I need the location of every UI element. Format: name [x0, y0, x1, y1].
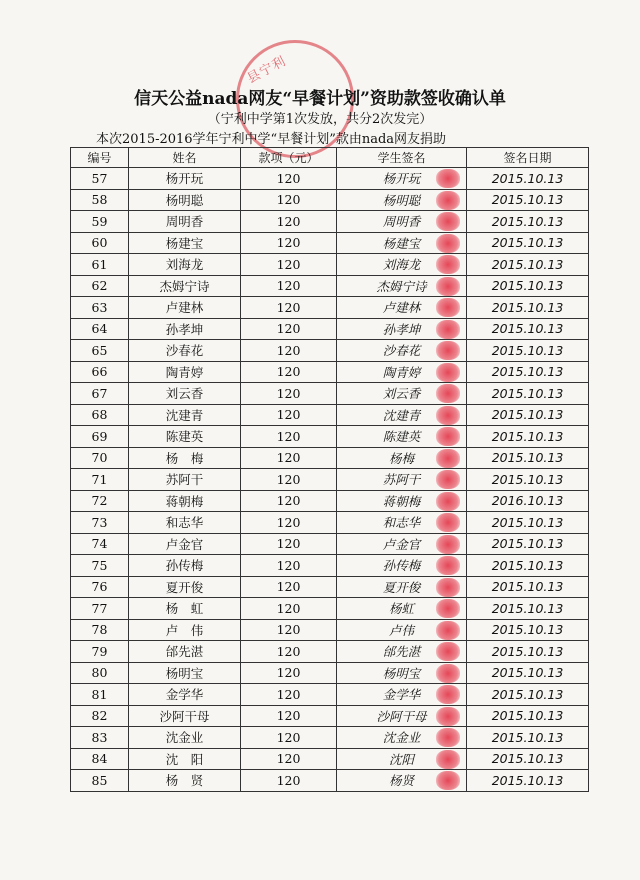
- cell-number: 75: [71, 555, 129, 577]
- cell-number: 61: [71, 254, 129, 276]
- header-date: 签名日期: [467, 148, 589, 168]
- fingerprint-mark: [436, 449, 460, 468]
- cell-number: 71: [71, 469, 129, 491]
- header-signature: 学生签名: [337, 148, 467, 168]
- cell-number: 73: [71, 512, 129, 534]
- cell-signature: [337, 641, 467, 663]
- cell-student-name: 卢 伟: [129, 619, 241, 641]
- handwritten-signature: 杨开玩: [382, 171, 421, 187]
- table-row: [71, 211, 589, 233]
- fingerprint-mark: [436, 298, 460, 317]
- cell-student-name: 夏开俊: [129, 576, 241, 598]
- cell-amount: 120: [241, 555, 337, 577]
- cell-number: 72: [71, 490, 129, 512]
- cell-sign-date: 2015.10.13: [467, 770, 589, 792]
- cell-signature: [337, 318, 467, 340]
- cell-sign-date: 2015.10.13: [467, 254, 589, 276]
- table-row: [71, 727, 589, 749]
- cell-signature: [337, 426, 467, 448]
- cell-amount: 120: [241, 662, 337, 684]
- cell-number: 66: [71, 361, 129, 383]
- cell-signature: [337, 361, 467, 383]
- cell-amount: 120: [241, 447, 337, 469]
- cell-number: 79: [71, 641, 129, 663]
- cell-amount: 120: [241, 340, 337, 362]
- table-row: [71, 189, 589, 211]
- handwritten-signature: 金学华: [382, 687, 421, 703]
- handwritten-signature: 杨明聪: [382, 192, 421, 208]
- handwritten-signature: 卢建林: [382, 300, 421, 316]
- cell-signature: [337, 770, 467, 792]
- cell-signature: [337, 576, 467, 598]
- cell-amount: 120: [241, 297, 337, 319]
- table-row: [71, 490, 589, 512]
- cell-amount: 120: [241, 748, 337, 770]
- cell-signature: [337, 662, 467, 684]
- cell-student-name: 金学华: [129, 684, 241, 706]
- fingerprint-mark: [436, 470, 460, 489]
- cell-amount: 120: [241, 619, 337, 641]
- cell-number: 65: [71, 340, 129, 362]
- cell-number: 80: [71, 662, 129, 684]
- table-row: [71, 383, 589, 405]
- cell-signature: [337, 727, 467, 749]
- cell-signature: [337, 469, 467, 491]
- cell-number: 62: [71, 275, 129, 297]
- cell-number: 58: [71, 189, 129, 211]
- header-name: 姓名: [129, 148, 241, 168]
- cell-student-name: 杰姆宁诗: [129, 275, 241, 297]
- cell-sign-date: 2015.10.13: [467, 383, 589, 405]
- cell-student-name: 沈金业: [129, 727, 241, 749]
- fingerprint-mark: [436, 384, 460, 403]
- table-row: [71, 770, 589, 792]
- cell-sign-date: 2015.10.13: [467, 340, 589, 362]
- fingerprint-mark: [436, 685, 460, 704]
- handwritten-signature: 夏开俊: [382, 579, 421, 595]
- cell-number: 77: [71, 598, 129, 620]
- cell-signature: [337, 490, 467, 512]
- cell-amount: 120: [241, 361, 337, 383]
- cell-amount: 120: [241, 469, 337, 491]
- fingerprint-mark: [436, 750, 460, 769]
- fingerprint-mark: [436, 320, 460, 339]
- cell-sign-date: 2015.10.13: [467, 576, 589, 598]
- cell-sign-date: 2015.10.13: [467, 426, 589, 448]
- cell-sign-date: 2015.10.13: [467, 297, 589, 319]
- cell-sign-date: 2015.10.13: [467, 619, 589, 641]
- table-row: [71, 641, 589, 663]
- handwritten-signature: 沙阿干母: [376, 708, 427, 724]
- handwritten-signature: 沈建青: [382, 407, 421, 423]
- table-header-row: [71, 148, 589, 168]
- fingerprint-mark: [436, 427, 460, 446]
- cell-sign-date: 2015.10.13: [467, 469, 589, 491]
- cell-amount: 120: [241, 404, 337, 426]
- cell-amount: 120: [241, 705, 337, 727]
- cell-signature: [337, 297, 467, 319]
- cell-amount: 120: [241, 490, 337, 512]
- handwritten-signature: 卢伟: [388, 622, 414, 638]
- donation-note: 本次2015-2016学年宁利中学“早餐计划”款由nada网友捐助: [96, 132, 447, 147]
- cell-number: 82: [71, 705, 129, 727]
- cell-sign-date: 2015.10.13: [467, 168, 589, 190]
- cell-number: 76: [71, 576, 129, 598]
- cell-number: 57: [71, 168, 129, 190]
- table-row: [71, 512, 589, 534]
- table-row: [71, 705, 589, 727]
- cell-amount: 120: [241, 533, 337, 555]
- cell-signature: [337, 619, 467, 641]
- cell-amount: 120: [241, 641, 337, 663]
- cell-student-name: 杨明聪: [129, 189, 241, 211]
- cell-student-name: 沙春花: [129, 340, 241, 362]
- cell-student-name: 周明香: [129, 211, 241, 233]
- cell-student-name: 杨开玩: [129, 168, 241, 190]
- cell-student-name: 孙传梅: [129, 555, 241, 577]
- cell-number: 69: [71, 426, 129, 448]
- cell-student-name: 蒋朝梅: [129, 490, 241, 512]
- cell-signature: [337, 168, 467, 190]
- handwritten-signature: 杨明宝: [382, 665, 421, 681]
- table-row: [71, 426, 589, 448]
- handwritten-signature: 和志华: [382, 515, 421, 531]
- fingerprint-mark: [436, 513, 460, 532]
- seal-text: 县宁利: [244, 53, 290, 87]
- cell-signature: [337, 254, 467, 276]
- cell-number: 60: [71, 232, 129, 254]
- cell-number: 68: [71, 404, 129, 426]
- cell-sign-date: 2015.10.13: [467, 555, 589, 577]
- table-row: [71, 232, 589, 254]
- cell-signature: [337, 189, 467, 211]
- handwritten-signature: 杨建宝: [382, 235, 421, 251]
- fingerprint-mark: [436, 169, 460, 188]
- cell-signature: [337, 512, 467, 534]
- table-row: [71, 555, 589, 577]
- handwritten-signature: 孙孝坤: [382, 321, 421, 337]
- table-row: [71, 748, 589, 770]
- cell-number: 83: [71, 727, 129, 749]
- cell-student-name: 苏阿干: [129, 469, 241, 491]
- handwritten-signature: 苏阿干: [382, 472, 421, 488]
- handwritten-signature: 杰姆宁诗: [376, 278, 427, 294]
- cell-sign-date: 2015.10.13: [467, 641, 589, 663]
- fingerprint-mark: [436, 341, 460, 360]
- cell-signature: [337, 705, 467, 727]
- table-row: [71, 469, 589, 491]
- cell-student-name: 沙阿干母: [129, 705, 241, 727]
- cell-student-name: 杨 虹: [129, 598, 241, 620]
- cell-signature: [337, 684, 467, 706]
- handwritten-signature: 蒋朝梅: [382, 493, 421, 509]
- fingerprint-mark: [436, 191, 460, 210]
- cell-signature: [337, 447, 467, 469]
- cell-sign-date: 2015.10.13: [467, 404, 589, 426]
- handwritten-signature: 沈阳: [388, 751, 414, 767]
- cell-signature: [337, 533, 467, 555]
- cell-student-name: 卢建林: [129, 297, 241, 319]
- handwritten-signature: 周明香: [382, 214, 421, 230]
- handwritten-signature: 杨贤: [388, 773, 414, 789]
- cell-sign-date: 2015.10.13: [467, 275, 589, 297]
- cell-student-name: 沈建青: [129, 404, 241, 426]
- cell-number: 78: [71, 619, 129, 641]
- fingerprint-mark: [436, 255, 460, 274]
- document-subtitle: （宁利中学第1次发放，共分2次发完）: [207, 112, 433, 127]
- cell-sign-date: 2015.10.13: [467, 211, 589, 233]
- cell-student-name: 邰先湛: [129, 641, 241, 663]
- table-row: [71, 404, 589, 426]
- table-row: [71, 662, 589, 684]
- cell-number: 70: [71, 447, 129, 469]
- cell-amount: 120: [241, 426, 337, 448]
- cell-student-name: 杨 贤: [129, 770, 241, 792]
- cell-student-name: 陈建英: [129, 426, 241, 448]
- receipt-table: [70, 147, 589, 792]
- cell-sign-date: 2015.10.13: [467, 361, 589, 383]
- cell-sign-date: 2015.10.13: [467, 318, 589, 340]
- table-row: [71, 318, 589, 340]
- cell-student-name: 杨明宝: [129, 662, 241, 684]
- cell-amount: 120: [241, 189, 337, 211]
- handwritten-signature: 刘云香: [382, 386, 421, 402]
- cell-amount: 120: [241, 232, 337, 254]
- cell-student-name: 刘云香: [129, 383, 241, 405]
- cell-sign-date: 2015.10.13: [467, 727, 589, 749]
- cell-student-name: 和志华: [129, 512, 241, 534]
- cell-signature: [337, 748, 467, 770]
- handwritten-signature: 陈建英: [382, 429, 421, 445]
- handwritten-signature: 杨梅: [388, 450, 414, 466]
- fingerprint-mark: [436, 406, 460, 425]
- header-amount: 款项（元）: [241, 148, 337, 168]
- cell-amount: 120: [241, 598, 337, 620]
- cell-sign-date: 2015.10.13: [467, 189, 589, 211]
- table-row: [71, 619, 589, 641]
- cell-sign-date: 2016.10.13: [467, 490, 589, 512]
- cell-amount: 120: [241, 168, 337, 190]
- cell-student-name: 杨 梅: [129, 447, 241, 469]
- fingerprint-mark: [436, 728, 460, 747]
- fingerprint-mark: [436, 771, 460, 790]
- table-row: [71, 598, 589, 620]
- table-row: [71, 275, 589, 297]
- cell-signature: [337, 404, 467, 426]
- handwritten-signature: 杨虹: [388, 601, 414, 617]
- cell-amount: 120: [241, 383, 337, 405]
- cell-sign-date: 2015.10.13: [467, 232, 589, 254]
- cell-signature: [337, 555, 467, 577]
- fingerprint-mark: [436, 535, 460, 554]
- cell-number: 74: [71, 533, 129, 555]
- fingerprint-mark: [436, 707, 460, 726]
- cell-number: 85: [71, 770, 129, 792]
- table-row: [71, 684, 589, 706]
- cell-amount: 120: [241, 275, 337, 297]
- cell-sign-date: 2015.10.13: [467, 447, 589, 469]
- cell-amount: 120: [241, 318, 337, 340]
- table-row: [71, 447, 589, 469]
- cell-sign-date: 2015.10.13: [467, 533, 589, 555]
- cell-student-name: 陶青婷: [129, 361, 241, 383]
- handwritten-signature: 邰先湛: [382, 644, 421, 660]
- handwritten-signature: 沈金业: [382, 730, 421, 746]
- fingerprint-mark: [436, 234, 460, 253]
- cell-sign-date: 2015.10.13: [467, 598, 589, 620]
- table-body: [71, 168, 589, 792]
- handwritten-signature: 陶青婷: [382, 364, 421, 380]
- cell-signature: [337, 340, 467, 362]
- cell-sign-date: 2015.10.13: [467, 684, 589, 706]
- cell-number: 64: [71, 318, 129, 340]
- cell-amount: 120: [241, 576, 337, 598]
- cell-signature: [337, 383, 467, 405]
- handwritten-signature: 刘海龙: [382, 257, 421, 273]
- fingerprint-mark: [436, 277, 460, 296]
- header-number: 编号: [71, 148, 129, 168]
- table-row: [71, 340, 589, 362]
- handwritten-signature: 孙传梅: [382, 558, 421, 574]
- document-title: 信天公益nada网友“早餐计划”资助款签收确认单: [134, 89, 506, 109]
- fingerprint-mark: [436, 599, 460, 618]
- fingerprint-mark: [436, 556, 460, 575]
- cell-number: 67: [71, 383, 129, 405]
- table-row: [71, 254, 589, 276]
- cell-number: 84: [71, 748, 129, 770]
- cell-amount: 120: [241, 512, 337, 534]
- cell-amount: 120: [241, 727, 337, 749]
- fingerprint-mark: [436, 664, 460, 683]
- cell-sign-date: 2015.10.13: [467, 662, 589, 684]
- fingerprint-mark: [436, 363, 460, 382]
- table-row: [71, 168, 589, 190]
- cell-student-name: 沈 阳: [129, 748, 241, 770]
- cell-amount: 120: [241, 684, 337, 706]
- fingerprint-mark: [436, 621, 460, 640]
- cell-signature: [337, 598, 467, 620]
- table-row: [71, 576, 589, 598]
- cell-amount: 120: [241, 211, 337, 233]
- cell-student-name: 刘海龙: [129, 254, 241, 276]
- cell-student-name: 卢金官: [129, 533, 241, 555]
- fingerprint-mark: [436, 212, 460, 231]
- cell-sign-date: 2015.10.13: [467, 748, 589, 770]
- cell-number: 81: [71, 684, 129, 706]
- handwritten-signature: 沙春花: [382, 343, 421, 359]
- cell-number: 63: [71, 297, 129, 319]
- fingerprint-mark: [436, 492, 460, 511]
- table-row: [71, 297, 589, 319]
- cell-signature: [337, 275, 467, 297]
- cell-number: 59: [71, 211, 129, 233]
- cell-sign-date: 2015.10.13: [467, 705, 589, 727]
- cell-amount: 120: [241, 254, 337, 276]
- cell-signature: [337, 211, 467, 233]
- cell-student-name: 孙孝坤: [129, 318, 241, 340]
- cell-amount: 120: [241, 770, 337, 792]
- fingerprint-mark: [436, 578, 460, 597]
- table-row: [71, 533, 589, 555]
- table-row: [71, 361, 589, 383]
- handwritten-signature: 卢金官: [382, 536, 421, 552]
- cell-student-name: 杨建宝: [129, 232, 241, 254]
- cell-sign-date: 2015.10.13: [467, 512, 589, 534]
- fingerprint-mark: [436, 642, 460, 661]
- cell-signature: [337, 232, 467, 254]
